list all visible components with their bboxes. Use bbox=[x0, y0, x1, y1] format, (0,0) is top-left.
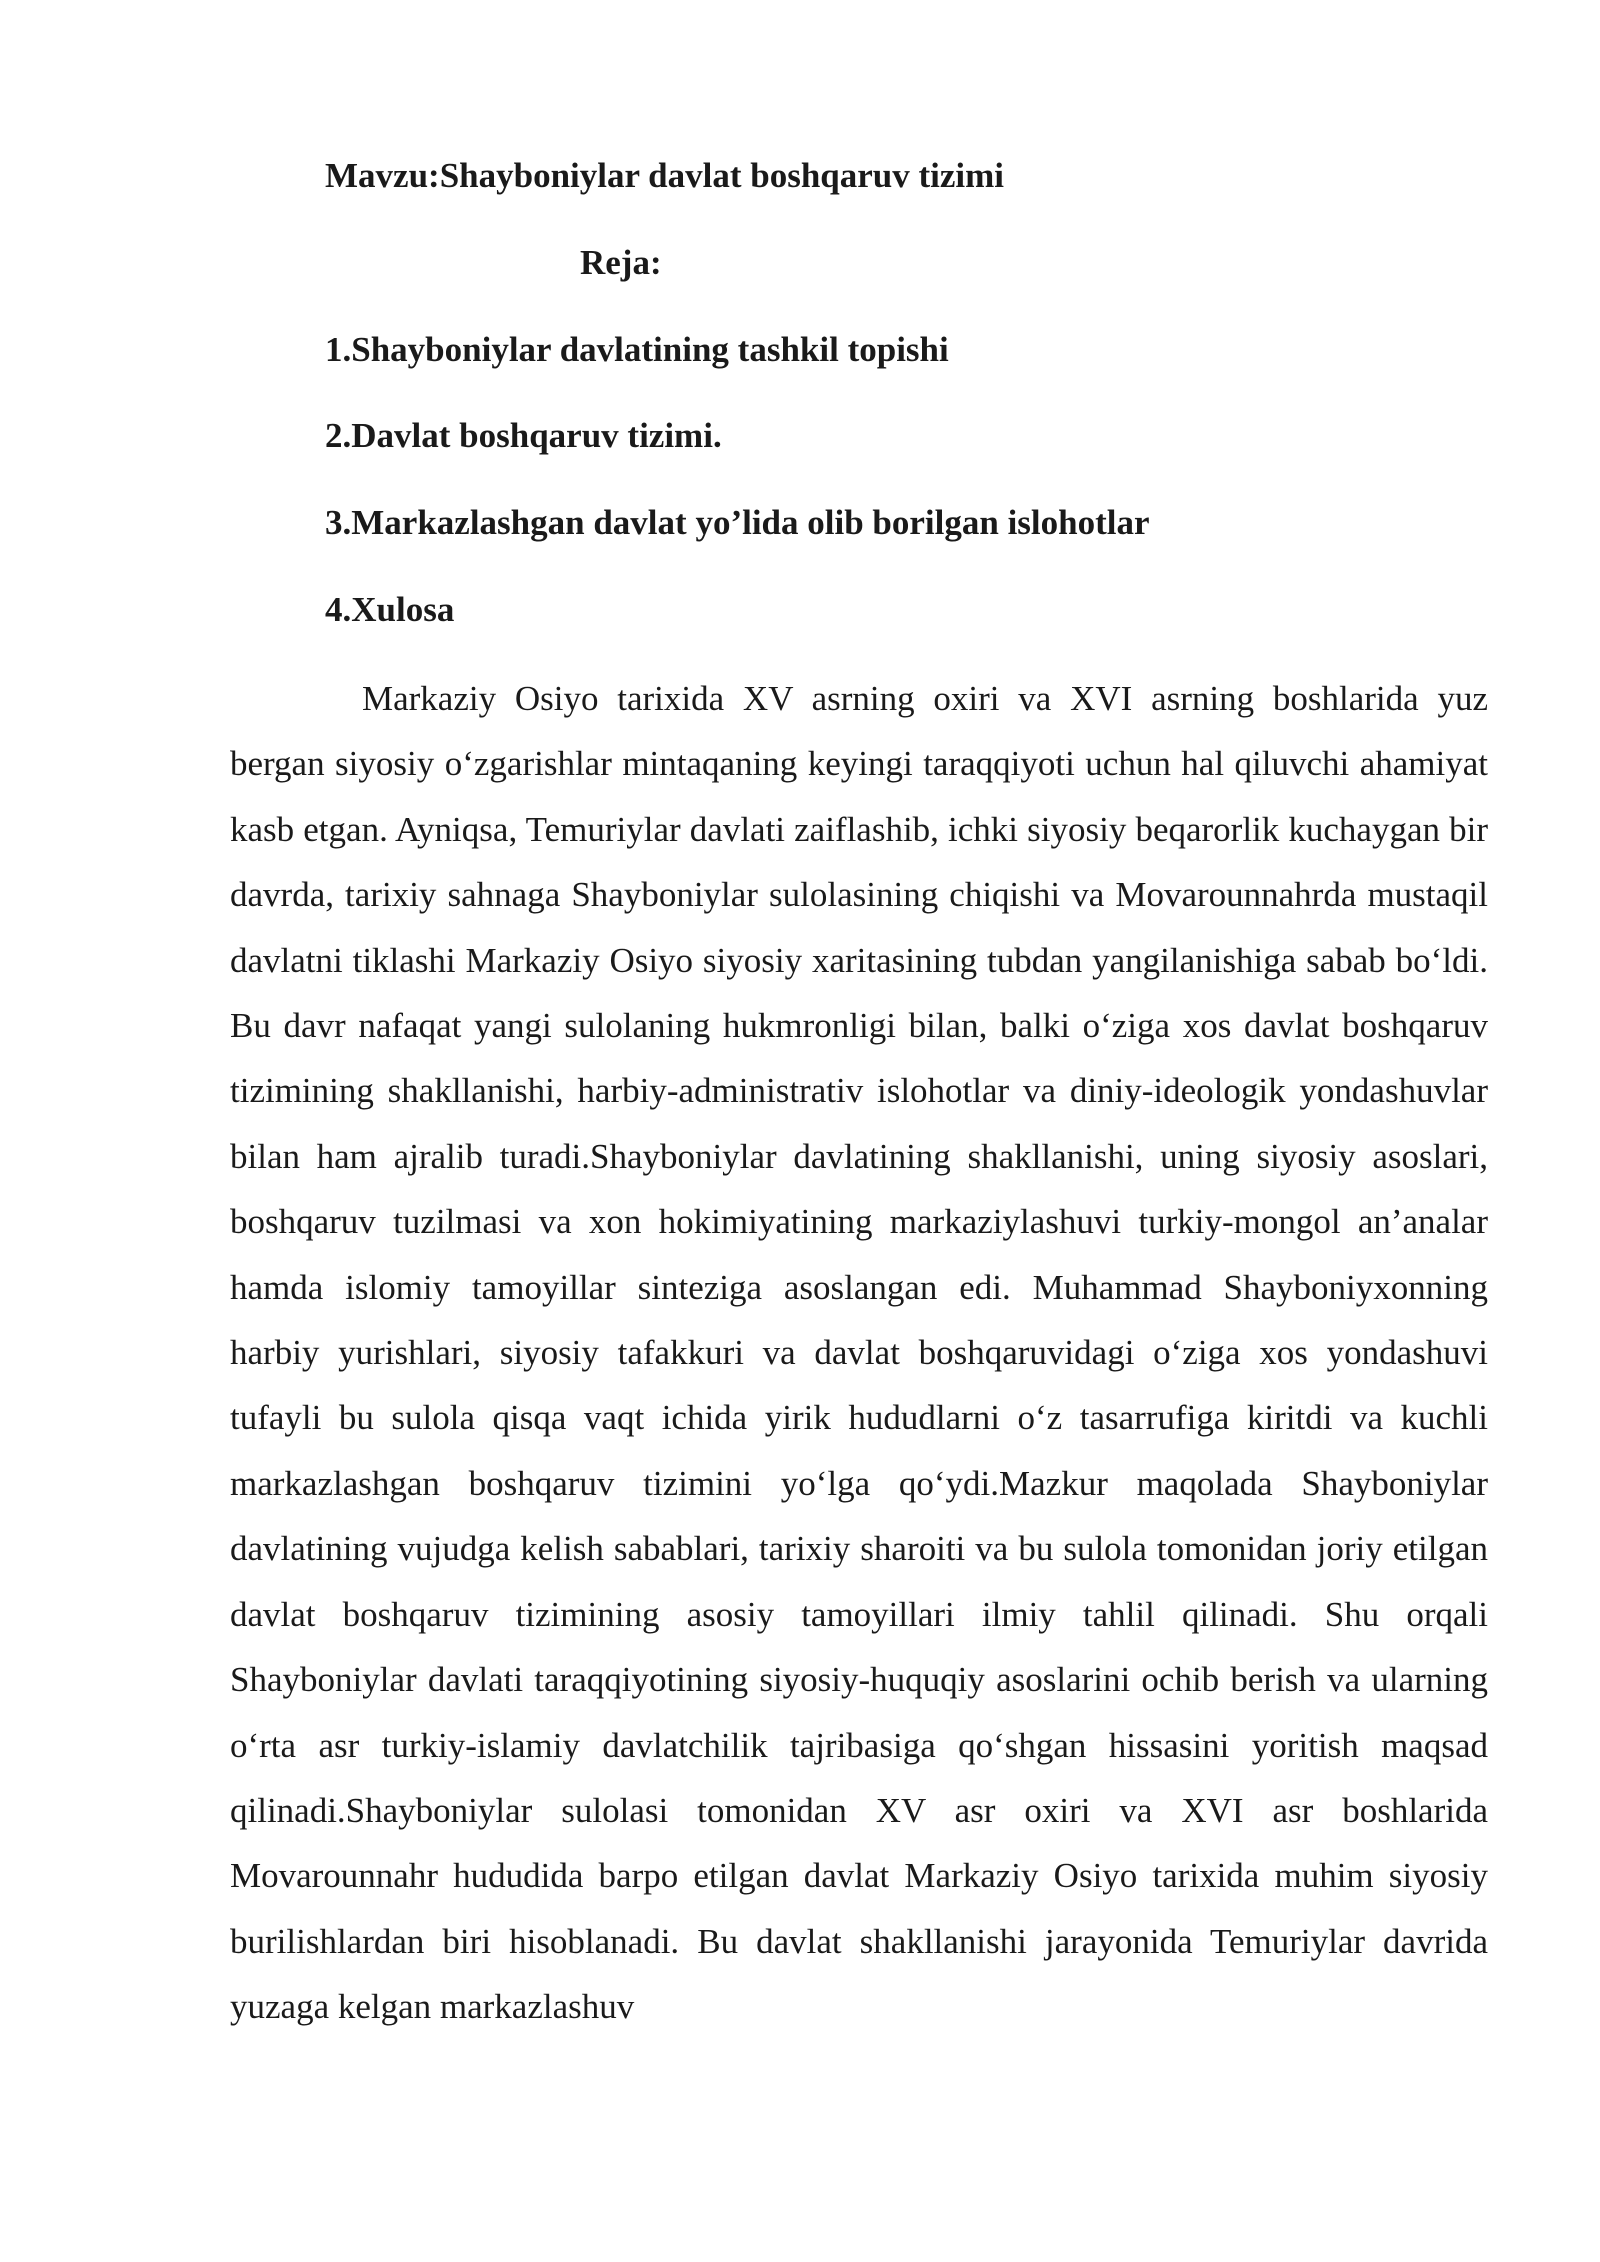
plan-item-1: 1.Shayboniylar davlatining tashkil topishi bbox=[325, 330, 949, 369]
body-paragraph: Markaziy Osiyo tarixida XV asrning oxiri va XVI asrning boshlarida yuz bergan siyosiy o‘zgarishlar mintaqaning keyingi taraqqiyoti uchun hal qiluvchi ahamiyat kasb etgan. Ayniqsa, Temuriylar davlati zaiflashib, ichki siyosiy beqarorlik kuchaygan bir davrda, tarixiy sahnaga Shayboniylar sulolasining chiqishi va Movarounnahrda mustaqil davlatni tiklashi Markaziy Osiyo siyosiy xaritasining tubdan yangilanishiga sabab bo‘ldi. Bu davr nafaqat yangi sulolaning hukmronligi bilan, balki o‘ziga xos davlat boshqaruv tizimining shakllanishi, harbiy-administrativ islohotlar va diniy-ideologik yondashuvlar bilan ham ajralib turadi.Shayboniylar davlatining shakllanishi, uning siyosiy asoslari, boshqaruv tuzilmasi va xon hokimiyatining markaziylashuvi turkiy-mongol an’analar hamda islomiy tamoyillar sinteziga asoslangan edi. Muhammad Shayboniyxonning harbiy yurishlari, siyosiy tafakkuri va davlat boshqaruvidagi o‘ziga xos yondashuvi tufayli bu sulola qisqa vaqt ichida yirik hududlarni o‘z tasarrufiga kiritdi va kuchli markazlashgan boshqaruv tizimini yo‘lga qo‘ydi.Mazkur maqolada Shayboniylar davlatining vujudga kelish sabablari, tarixiy sharoiti va bu sulola tomonidan joriy etilgan davlat boshqaruv tizimining asosiy tamoyillari ilmiy tahlil qilinadi. Shu orqali Shayboniylar davlati taraqqiyotining siyosiy-huquqiy asoslarini ochib berish va ularning o‘rta asr turkiy-islamiy davlatchilik tajribasiga qo‘shgan hissasini yoritish maqsad qilinadi.Shayboniylar sulolasi tomonidan XV asr oxiri va XVI asr boshlarida Movarounnahr hududida barpo etilgan davlat Markaziy Osiyo tarixida muhim siyosiy burilishlardan biri hisoblanadi. Bu davlat shakllanishi jarayonida Temuriylar davrida yuzaga kelgan markazlashuv bbox=[230, 679, 1488, 2027]
plan-item-2: 2.Davlat boshqaruv tizimi. bbox=[325, 416, 722, 455]
plan-item-3: 3.Markazlashgan davlat yo’lida olib borilgan islohotlar bbox=[325, 503, 1150, 542]
plan-heading: Reja: bbox=[580, 243, 662, 282]
document-title: Mavzu:Shayboniylar davlat boshqaruv tizimi bbox=[325, 156, 1005, 195]
plan-item-4: 4.Xulosa bbox=[325, 590, 455, 629]
